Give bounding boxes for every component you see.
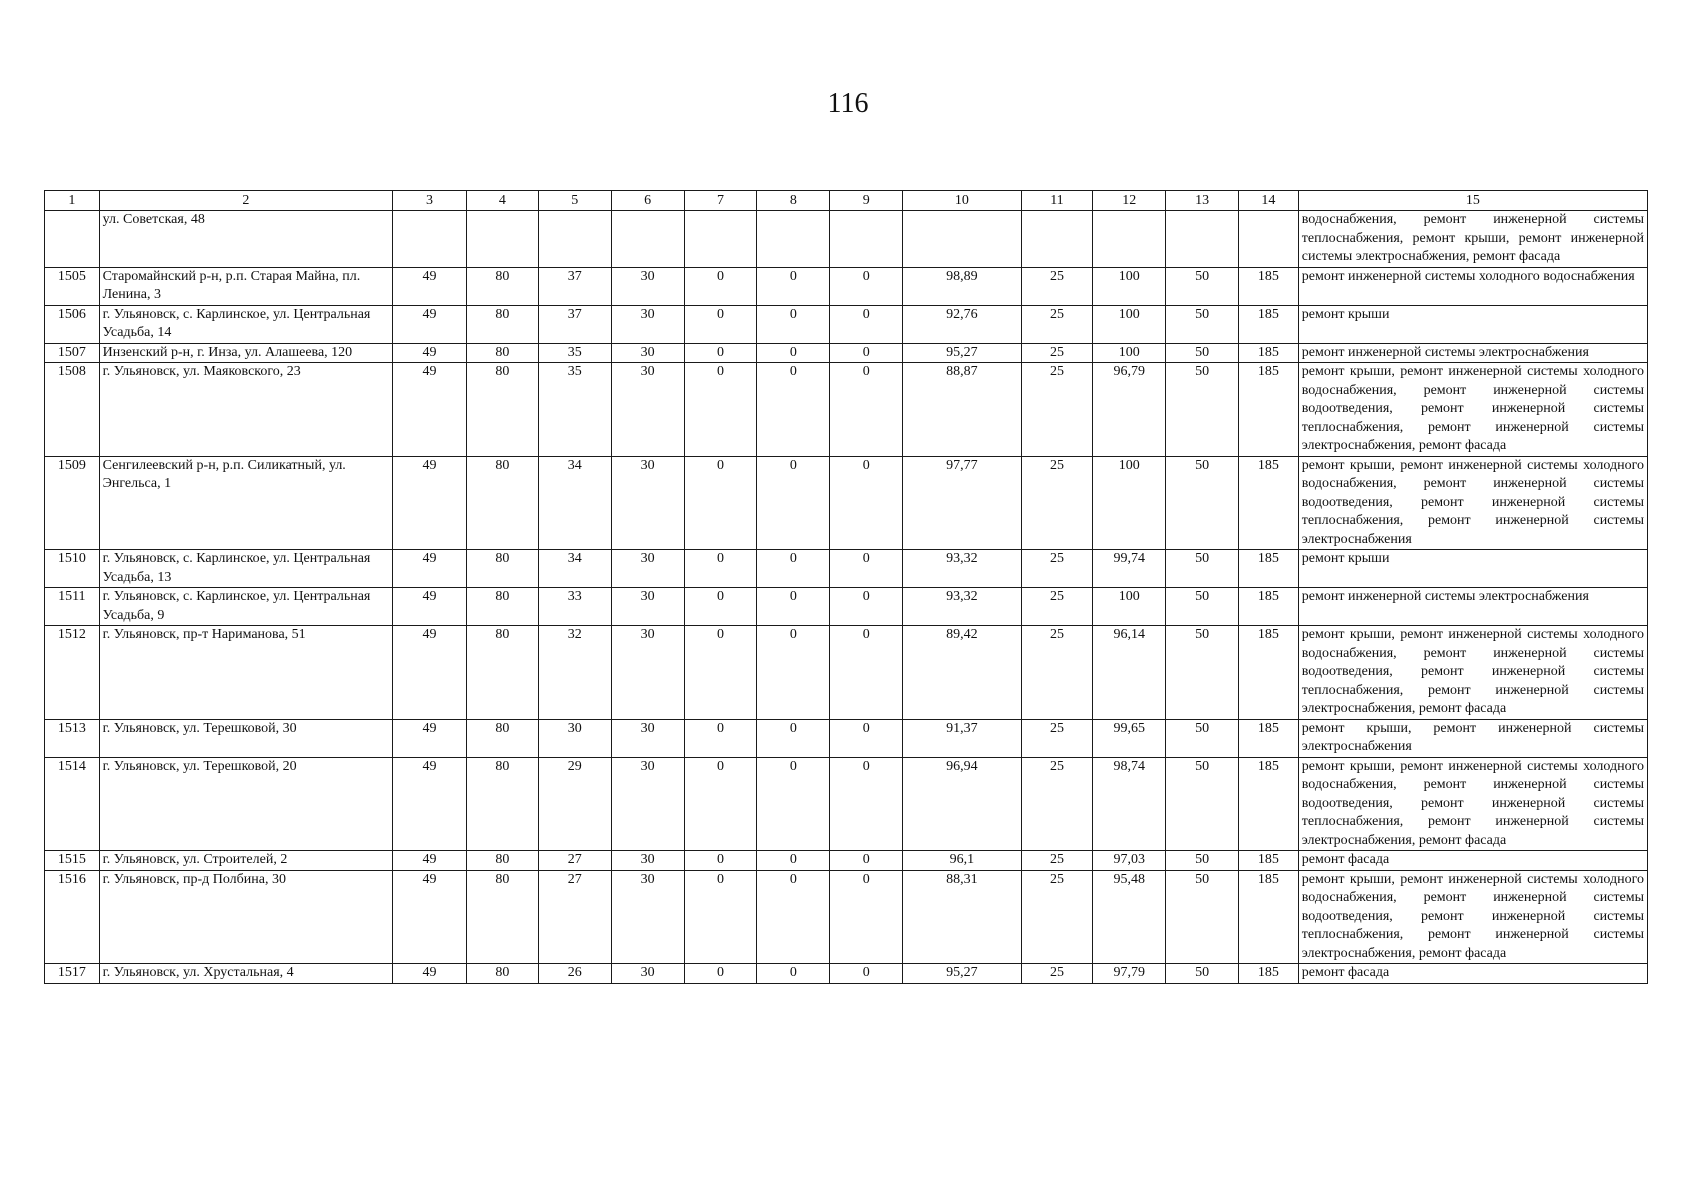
value-cell-col-9: 0 (830, 305, 903, 343)
row-number-cell: 1515 (45, 851, 100, 871)
repair-works-cell: ремонт фасада (1298, 851, 1647, 871)
value-cell-col-7: 0 (684, 456, 757, 550)
value-cell-col-8: 0 (757, 851, 830, 871)
value-cell-col-5: 27 (538, 870, 611, 964)
value-cell-col-7: 0 (684, 626, 757, 720)
value-cell-col-3: 49 (393, 626, 467, 720)
address-cell: г. Ульяновск, с. Карлинское, ул. Центральная Усадьба, 14 (99, 305, 392, 343)
value-cell-col-11: 25 (1021, 870, 1093, 964)
value-cell-col-8: 0 (757, 267, 830, 305)
value-cell-col-8: 0 (757, 964, 830, 984)
value-cell-col-11: 25 (1021, 550, 1093, 588)
value-cell-col-10: 96,94 (903, 757, 1021, 851)
value-cell-col-11: 25 (1021, 363, 1093, 457)
value-cell-col-11: 25 (1021, 588, 1093, 626)
value-cell-col-9: 0 (830, 588, 903, 626)
value-cell-col-8: 0 (757, 870, 830, 964)
value-cell-col-8: 0 (757, 343, 830, 363)
value-cell-col-7: 0 (684, 964, 757, 984)
value-cell-col-9: 0 (830, 870, 903, 964)
column-header: 15 (1298, 191, 1647, 211)
value-cell-col-10: 97,77 (903, 456, 1021, 550)
value-cell-col-8: 0 (757, 588, 830, 626)
address-cell: г. Ульяновск, ул. Строителей, 2 (99, 851, 392, 871)
table-row (45, 211, 1648, 268)
value-cell-col-3: 49 (393, 343, 467, 363)
value-cell-col-9: 0 (830, 343, 903, 363)
row-number-cell: 1510 (45, 550, 100, 588)
column-header: 10 (903, 191, 1021, 211)
value-cell-col-6: 30 (611, 550, 684, 588)
value-cell-col-7: 0 (684, 757, 757, 851)
value-cell-col-14: 185 (1239, 964, 1299, 984)
address-cell: г. Ульяновск, ул. Маяковского, 23 (99, 363, 392, 457)
value-cell-col-3: 49 (393, 851, 467, 871)
value-cell-col-13: 50 (1166, 757, 1239, 851)
table-row (45, 343, 1648, 363)
column-header: 6 (611, 191, 684, 211)
value-cell-col-3: 49 (393, 870, 467, 964)
table-row (45, 267, 1648, 305)
address-cell: г. Ульяновск, ул. Хрустальная, 4 (99, 964, 392, 984)
value-cell-col-12: 95,48 (1093, 870, 1166, 964)
column-header: 7 (684, 191, 757, 211)
value-cell-col-10: 96,1 (903, 851, 1021, 871)
repair-works-cell: ремонт фасада (1298, 964, 1647, 984)
row-number-cell: 1512 (45, 626, 100, 720)
value-cell-col-14: 185 (1239, 719, 1299, 757)
value-cell-col-6: 30 (611, 588, 684, 626)
table-row (45, 305, 1648, 343)
value-cell-col-6: 30 (611, 456, 684, 550)
repair-works-cell: ремонт крыши, ремонт инженерной системы холодного водоснабжения, ремонт инженерной системы водоотведения, ремонт инженерной системы теплоснабжения, ремонт инженерной системы электроснабжения, ремонт фасада (1298, 626, 1647, 720)
repair-works-cell: ремонт инженерной системы электроснабжения (1298, 343, 1647, 363)
column-header: 8 (757, 191, 830, 211)
value-cell-col-7: 0 (684, 719, 757, 757)
value-cell-col-5: 35 (538, 343, 611, 363)
column-header: 11 (1021, 191, 1093, 211)
value-cell-col-4: 80 (466, 305, 538, 343)
value-cell-col-14: 185 (1239, 851, 1299, 871)
value-cell-col-14 (1239, 211, 1299, 268)
value-cell-col-9: 0 (830, 626, 903, 720)
value-cell-col-7: 0 (684, 851, 757, 871)
value-cell-col-10: 98,89 (903, 267, 1021, 305)
value-cell-col-7: 0 (684, 343, 757, 363)
value-cell-col-9: 0 (830, 757, 903, 851)
page-number: 116 (827, 88, 869, 119)
table-row (45, 757, 1648, 851)
table-body (45, 211, 1648, 984)
column-header: 2 (99, 191, 392, 211)
value-cell-col-13: 50 (1166, 363, 1239, 457)
value-cell-col-6: 30 (611, 626, 684, 720)
value-cell-col-14: 185 (1239, 757, 1299, 851)
row-number-cell: 1511 (45, 588, 100, 626)
value-cell-col-12: 96,14 (1093, 626, 1166, 720)
value-cell-col-9: 0 (830, 363, 903, 457)
value-cell-col-5: 27 (538, 851, 611, 871)
table-row (45, 964, 1648, 984)
value-cell-col-9: 0 (830, 964, 903, 984)
value-cell-col-3: 49 (393, 757, 467, 851)
value-cell-col-4: 80 (466, 870, 538, 964)
value-cell-col-13: 50 (1166, 267, 1239, 305)
value-cell-col-9: 0 (830, 550, 903, 588)
column-header: 1 (45, 191, 100, 211)
column-header: 12 (1093, 191, 1166, 211)
value-cell-col-7: 0 (684, 267, 757, 305)
column-header: 4 (466, 191, 538, 211)
value-cell-col-4: 80 (466, 456, 538, 550)
value-cell-col-6: 30 (611, 851, 684, 871)
value-cell-col-6: 30 (611, 757, 684, 851)
value-cell-col-14: 185 (1239, 550, 1299, 588)
value-cell-col-7 (684, 211, 757, 268)
table-row (45, 719, 1648, 757)
table-row (45, 550, 1648, 588)
value-cell-col-6: 30 (611, 305, 684, 343)
value-cell-col-10: 95,27 (903, 964, 1021, 984)
value-cell-col-11: 25 (1021, 964, 1093, 984)
value-cell-col-3 (393, 211, 467, 268)
value-cell-col-13: 50 (1166, 870, 1239, 964)
value-cell-col-8: 0 (757, 626, 830, 720)
value-cell-col-10: 93,32 (903, 588, 1021, 626)
value-cell-col-9: 0 (830, 456, 903, 550)
value-cell-col-11: 25 (1021, 305, 1093, 343)
value-cell-col-14: 185 (1239, 343, 1299, 363)
value-cell-col-3: 49 (393, 719, 467, 757)
repair-works-cell: ремонт крыши, ремонт инженерной системы холодного водоснабжения, ремонт инженерной системы водоотведения, ремонт инженерной системы теплоснабжения, ремонт инженерной системы электроснабжения, ремонт фасада (1298, 757, 1647, 851)
value-cell-col-10: 88,31 (903, 870, 1021, 964)
value-cell-col-4: 80 (466, 851, 538, 871)
value-cell-col-13: 50 (1166, 550, 1239, 588)
repair-works-cell: ремонт крыши, ремонт инженерной системы холодного водоснабжения, ремонт инженерной системы водоотведения, ремонт инженерной системы теплоснабжения, ремонт инженерной системы электроснабжения (1298, 456, 1647, 550)
table-row (45, 456, 1648, 550)
repair-works-cell: ремонт крыши, ремонт инженерной системы холодного водоснабжения, ремонт инженерной системы водоотведения, ремонт инженерной системы теплоснабжения, ремонт инженерной системы электроснабжения, ремонт фасада (1298, 870, 1647, 964)
column-header: 3 (393, 191, 467, 211)
value-cell-col-11: 25 (1021, 757, 1093, 851)
row-number-cell: 1507 (45, 343, 100, 363)
value-cell-col-8: 0 (757, 757, 830, 851)
column-header: 5 (538, 191, 611, 211)
value-cell-col-10: 95,27 (903, 343, 1021, 363)
value-cell-col-11: 25 (1021, 719, 1093, 757)
value-cell-col-5: 34 (538, 456, 611, 550)
value-cell-col-11: 25 (1021, 851, 1093, 871)
address-cell: Старомайнский р-н, р.п. Старая Майна, пл. Ленина, 3 (99, 267, 392, 305)
value-cell-col-4 (466, 211, 538, 268)
value-cell-col-8: 0 (757, 550, 830, 588)
column-header: 13 (1166, 191, 1239, 211)
value-cell-col-10 (903, 211, 1021, 268)
table-row (45, 851, 1648, 871)
row-number-cell: 1506 (45, 305, 100, 343)
value-cell-col-5: 37 (538, 267, 611, 305)
value-cell-col-7: 0 (684, 363, 757, 457)
address-cell: г. Ульяновск, ул. Терешковой, 30 (99, 719, 392, 757)
value-cell-col-6: 30 (611, 363, 684, 457)
value-cell-col-11: 25 (1021, 267, 1093, 305)
value-cell-col-8: 0 (757, 719, 830, 757)
repair-works-cell: ремонт инженерной системы холодного водоснабжения (1298, 267, 1647, 305)
value-cell-col-7: 0 (684, 588, 757, 626)
value-cell-col-13: 50 (1166, 456, 1239, 550)
table-row (45, 363, 1648, 457)
repair-register-table (44, 190, 1648, 984)
value-cell-col-4: 80 (466, 267, 538, 305)
value-cell-col-3: 49 (393, 588, 467, 626)
value-cell-col-8: 0 (757, 363, 830, 457)
value-cell-col-14: 185 (1239, 363, 1299, 457)
value-cell-col-10: 91,37 (903, 719, 1021, 757)
value-cell-col-4: 80 (466, 343, 538, 363)
value-cell-col-13: 50 (1166, 719, 1239, 757)
value-cell-col-14: 185 (1239, 456, 1299, 550)
value-cell-col-12: 100 (1093, 588, 1166, 626)
value-cell-col-13: 50 (1166, 964, 1239, 984)
value-cell-col-12 (1093, 211, 1166, 268)
value-cell-col-12: 100 (1093, 343, 1166, 363)
repair-works-cell: ремонт крыши (1298, 305, 1647, 343)
value-cell-col-5: 33 (538, 588, 611, 626)
value-cell-col-14: 185 (1239, 267, 1299, 305)
value-cell-col-6: 30 (611, 870, 684, 964)
value-cell-col-7: 0 (684, 305, 757, 343)
value-cell-col-7: 0 (684, 870, 757, 964)
value-cell-col-12: 98,74 (1093, 757, 1166, 851)
value-cell-col-5: 35 (538, 363, 611, 457)
value-cell-col-13: 50 (1166, 588, 1239, 626)
value-cell-col-13: 50 (1166, 851, 1239, 871)
column-header: 9 (830, 191, 903, 211)
value-cell-col-11: 25 (1021, 456, 1093, 550)
repair-works-cell: ремонт крыши (1298, 550, 1647, 588)
value-cell-col-6: 30 (611, 343, 684, 363)
row-number-cell (45, 211, 100, 268)
row-number-cell: 1508 (45, 363, 100, 457)
address-cell: Сенгилеевский р-н, р.п. Силикатный, ул. Энгельса, 1 (99, 456, 392, 550)
row-number-cell: 1514 (45, 757, 100, 851)
value-cell-col-14: 185 (1239, 870, 1299, 964)
value-cell-col-12: 99,65 (1093, 719, 1166, 757)
value-cell-col-3: 49 (393, 964, 467, 984)
value-cell-col-5 (538, 211, 611, 268)
address-cell: ул. Советская, 48 (99, 211, 392, 268)
value-cell-col-14: 185 (1239, 588, 1299, 626)
value-cell-col-9: 0 (830, 267, 903, 305)
value-cell-col-3: 49 (393, 267, 467, 305)
value-cell-col-3: 49 (393, 456, 467, 550)
value-cell-col-3: 49 (393, 305, 467, 343)
value-cell-col-12: 97,03 (1093, 851, 1166, 871)
address-cell: г. Ульяновск, пр-д Полбина, 30 (99, 870, 392, 964)
table-row (45, 588, 1648, 626)
value-cell-col-10: 92,76 (903, 305, 1021, 343)
value-cell-col-12: 97,79 (1093, 964, 1166, 984)
value-cell-col-3: 49 (393, 363, 467, 457)
value-cell-col-4: 80 (466, 964, 538, 984)
value-cell-col-11 (1021, 211, 1093, 268)
value-cell-col-14: 185 (1239, 626, 1299, 720)
value-cell-col-9: 0 (830, 719, 903, 757)
value-cell-col-5: 29 (538, 757, 611, 851)
value-cell-col-5: 37 (538, 305, 611, 343)
repair-works-cell: ремонт крыши, ремонт инженерной системы электроснабжения (1298, 719, 1647, 757)
value-cell-col-9 (830, 211, 903, 268)
address-cell: Инзенский р-н, г. Инза, ул. Алашеева, 120 (99, 343, 392, 363)
table-row (45, 870, 1648, 964)
value-cell-col-13 (1166, 211, 1239, 268)
row-number-cell: 1516 (45, 870, 100, 964)
value-cell-col-14: 185 (1239, 305, 1299, 343)
value-cell-col-12: 96,79 (1093, 363, 1166, 457)
value-cell-col-6: 30 (611, 267, 684, 305)
value-cell-col-7: 0 (684, 550, 757, 588)
value-cell-col-5: 32 (538, 626, 611, 720)
value-cell-col-3: 49 (393, 550, 467, 588)
column-header: 14 (1239, 191, 1299, 211)
address-cell: г. Ульяновск, с. Карлинское, ул. Центральная Усадьба, 9 (99, 588, 392, 626)
row-number-cell: 1509 (45, 456, 100, 550)
value-cell-col-13: 50 (1166, 343, 1239, 363)
value-cell-col-6: 30 (611, 964, 684, 984)
value-cell-col-6 (611, 211, 684, 268)
value-cell-col-8: 0 (757, 305, 830, 343)
value-cell-col-12: 100 (1093, 267, 1166, 305)
value-cell-col-4: 80 (466, 626, 538, 720)
value-cell-col-12: 99,74 (1093, 550, 1166, 588)
value-cell-col-13: 50 (1166, 626, 1239, 720)
value-cell-col-5: 26 (538, 964, 611, 984)
value-cell-col-10: 88,87 (903, 363, 1021, 457)
repair-works-cell: водоснабжения, ремонт инженерной системы теплоснабжения, ремонт крыши, ремонт инженерной системы электроснабжения, ремонт фасада (1298, 211, 1647, 268)
value-cell-col-12: 100 (1093, 305, 1166, 343)
address-cell: г. Ульяновск, пр-т Нариманова, 51 (99, 626, 392, 720)
value-cell-col-4: 80 (466, 719, 538, 757)
repair-works-cell: ремонт крыши, ремонт инженерной системы холодного водоснабжения, ремонт инженерной системы водоотведения, ремонт инженерной системы теплоснабжения, ремонт инженерной системы электроснабжения, ремонт фасада (1298, 363, 1647, 457)
value-cell-col-8 (757, 211, 830, 268)
value-cell-col-5: 34 (538, 550, 611, 588)
value-cell-col-5: 30 (538, 719, 611, 757)
value-cell-col-8: 0 (757, 456, 830, 550)
value-cell-col-11: 25 (1021, 343, 1093, 363)
value-cell-col-10: 93,32 (903, 550, 1021, 588)
value-cell-col-11: 25 (1021, 626, 1093, 720)
value-cell-col-10: 89,42 (903, 626, 1021, 720)
value-cell-col-12: 100 (1093, 456, 1166, 550)
row-number-cell: 1517 (45, 964, 100, 984)
value-cell-col-4: 80 (466, 363, 538, 457)
value-cell-col-9: 0 (830, 851, 903, 871)
value-cell-col-4: 80 (466, 757, 538, 851)
value-cell-col-4: 80 (466, 550, 538, 588)
value-cell-col-13: 50 (1166, 305, 1239, 343)
repair-works-cell: ремонт инженерной системы электроснабжения (1298, 588, 1647, 626)
address-cell: г. Ульяновск, с. Карлинское, ул. Центральная Усадьба, 13 (99, 550, 392, 588)
table-row (45, 626, 1648, 720)
address-cell: г. Ульяновск, ул. Терешковой, 20 (99, 757, 392, 851)
value-cell-col-6: 30 (611, 719, 684, 757)
row-number-cell: 1513 (45, 719, 100, 757)
column-number-row (45, 191, 1648, 211)
row-number-cell: 1505 (45, 267, 100, 305)
value-cell-col-4: 80 (466, 588, 538, 626)
